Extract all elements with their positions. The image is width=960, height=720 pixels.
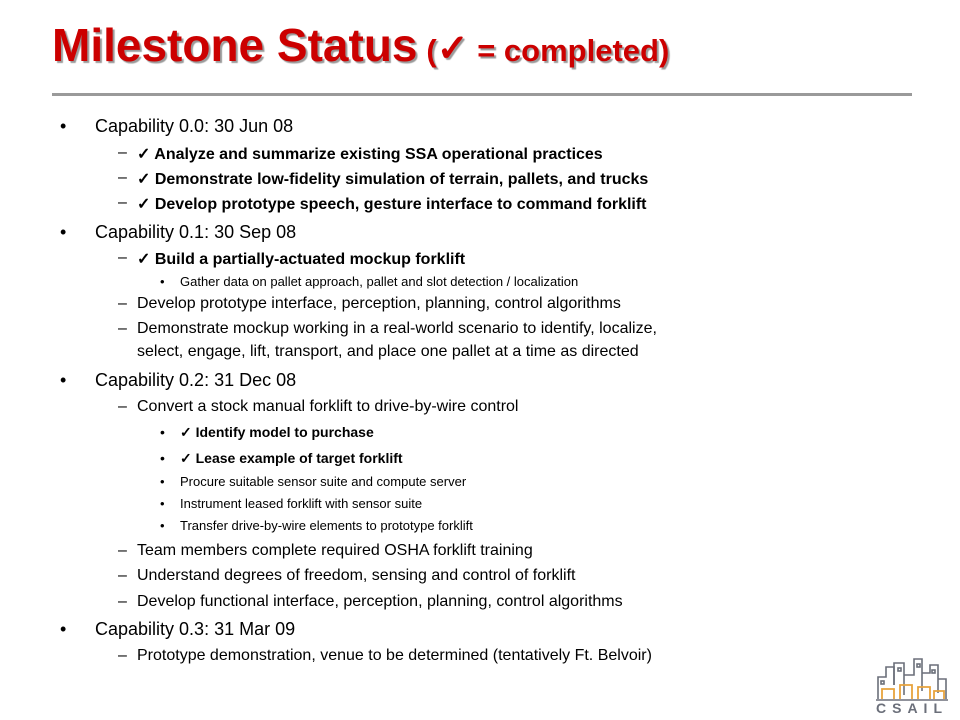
list-item-text: Develop functional interface, perception, planning, control algorithms (137, 593, 623, 610)
bullet-dash: – (118, 249, 127, 266)
list-item-text: Gather data on pallet approach, pallet and slot detection / localization (180, 274, 579, 289)
list-item-text: ✓ Demonstrate low-fidelity simulation of terrain, pallets, and trucks (137, 171, 649, 188)
list-item-text: Capability 0.2: 31 Dec 08 (95, 370, 297, 390)
bullet-dot: • (160, 496, 165, 511)
list-item-text: Capability 0.3: 31 Mar 09 (95, 619, 296, 639)
list-item-text: ✓ Identify model to purchase (180, 424, 374, 440)
list-item-text: Capability 0.1: 30 Sep 08 (95, 222, 297, 242)
list-item-text: ✓ Develop prototype speech, gesture interface to command forklift (137, 196, 647, 213)
bullet-dash: – (118, 295, 127, 312)
list-item-text: Demonstrate mockup working in a real-world scenario to identify, localize, (137, 320, 657, 337)
list-item-text: Procure suitable sensor suite and compute server (180, 474, 467, 489)
bullet-dash: – (118, 647, 127, 664)
csail-logo-text: CSAIL (876, 700, 948, 716)
list-item-text: Understand degrees of freedom, sensing and control of forklift (137, 567, 576, 584)
bullet-dash: – (118, 567, 127, 584)
title-paren-open: ( (426, 33, 437, 68)
list-item-text: Prototype demonstration, venue to be determined (tentatively Ft. Belvoir) (137, 647, 652, 664)
list-item-text: Develop prototype interface, perception, planning, control algorithms (137, 295, 621, 312)
title-legend-text: = completed) (468, 33, 670, 68)
bullet-dot: • (60, 116, 67, 136)
bullet-dot: • (160, 474, 165, 489)
list-item-text: ✓ Analyze and summarize existing SSA operational practices (137, 146, 603, 163)
checkmark-icon: ✓ (436, 28, 469, 70)
bullet-dot: • (60, 619, 67, 639)
bullet-dot: • (60, 222, 67, 242)
list-item-text: ✓ Lease example of target forklift (180, 450, 403, 466)
list-item-text: ✓ Build a partially-actuated mockup forklift (137, 251, 466, 268)
bullet-dash: – (118, 398, 127, 415)
list-item-text: Instrument leased forklift with sensor suite (180, 496, 423, 511)
list-item-text: Convert a stock manual forklift to drive-by-wire control (137, 398, 519, 415)
bullet-dash: – (118, 320, 127, 337)
bullet-dot: • (60, 370, 67, 390)
bullet-dash: – (118, 169, 127, 186)
bullet-dot: • (160, 424, 165, 440)
bullet-dash: – (118, 144, 127, 161)
bullet-dash: – (118, 194, 127, 211)
bullet-dot: • (160, 450, 165, 466)
list-item-text: select, engage, lift, transport, and place one pallet at a time as directed (137, 343, 639, 360)
list-item-text: Capability 0.0: 30 Jun 08 (95, 116, 294, 136)
bullet-dash: – (118, 542, 127, 559)
list-item-text: Transfer drive-by-wire elements to prototype forklift (180, 518, 473, 533)
list-item-text: Team members complete required OSHA forklift training (137, 542, 533, 559)
bullet-dash: – (118, 593, 127, 610)
bullet-dot: • (160, 518, 165, 533)
bullet-dot: • (160, 274, 165, 289)
title-main: Milestone Status (52, 19, 418, 71)
